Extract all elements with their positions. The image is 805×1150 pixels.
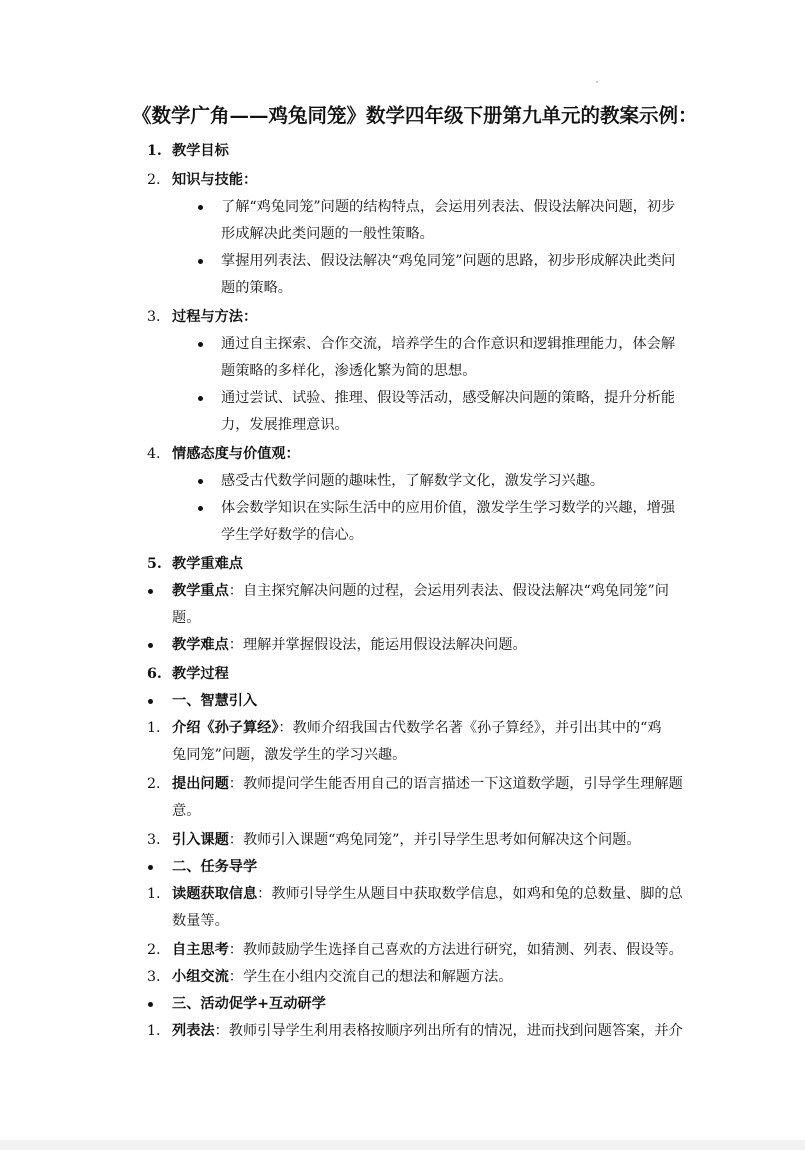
bullet-icon	[148, 643, 153, 648]
step-number: 1.	[147, 720, 161, 736]
bullet-icon	[198, 396, 203, 401]
step-text-continued: 意。	[172, 803, 201, 819]
bullet-text: 通过尝试、试验、推理、假设等活动，感受解决问题的策略，提升分析能	[221, 390, 676, 406]
bullet-icon	[198, 479, 203, 484]
step-text: ：教师引导学生利用表格按顺序列出所有的情况，进而找到问题答案，并介	[214, 1023, 683, 1039]
section-number: 4.	[147, 446, 161, 462]
bullet-text: 掌握用列表法、假设法解决“鸡兔同笼”问题的思路，初步形成解决此类问	[221, 253, 676, 269]
bullet-icon	[148, 1002, 153, 1007]
step-number: 2.	[147, 776, 161, 792]
step-label: 自主思考	[172, 942, 229, 958]
section-heading-objectives: 教学目标	[172, 143, 229, 159]
step-line	[172, 830, 641, 850]
bullet-text-continued: 形成解决此类问题的一般性策略。	[221, 226, 434, 242]
section-number: 3.	[147, 309, 161, 325]
step-text: ：教师介绍我国古代数学名著《孙子算经》，并引出其中的“鸡	[278, 720, 662, 736]
bullet-text: 体会数学知识在实际生活中的应用价值，激发学生学习数学的兴趣，增强	[221, 500, 676, 516]
step-label: 小组交流	[172, 969, 229, 985]
section-heading-process: 过程与方法：	[172, 309, 258, 325]
step-line	[172, 774, 683, 794]
step-line	[172, 718, 662, 738]
bullet-text-continued: 学生学好数学的信心。	[221, 527, 363, 543]
step-line	[172, 967, 513, 987]
scan-speck	[596, 81, 598, 83]
part-heading-activities: 三、活动促学+互动研学	[172, 996, 326, 1012]
difficulty-label: 教学难点	[172, 637, 229, 653]
step-number: 2.	[147, 942, 161, 958]
step-label: 提出问题	[172, 776, 229, 792]
step-text: ：教师鼓励学生选择自己喜欢的方法进行研究，如猜测、列表、假设等。	[228, 942, 683, 958]
section-number: 2.	[147, 172, 161, 188]
step-label: 引入课题	[172, 832, 229, 848]
page-title: 《数学广角——鸡兔同笼》数学四年级下册第九单元的教案示例：	[132, 104, 698, 127]
step-line	[172, 1021, 683, 1041]
section-heading-knowledge: 知识与技能：	[172, 172, 258, 188]
step-number: 1.	[147, 1023, 161, 1039]
step-text-continued: 数量等。	[172, 913, 229, 929]
bullet-text-continued: 题的策略。	[221, 280, 292, 296]
bullet-icon	[148, 589, 153, 594]
step-text-continued: 兔同笼”问题，激发学生的学习兴趣。	[172, 747, 407, 763]
difficulty-line	[172, 635, 527, 655]
bullet-text-continued: 题策略的多样化，渗透化繁为简的思想。	[221, 363, 477, 379]
step-text: ：教师引入课题“鸡兔同笼”，并引导学生思考如何解决这个问题。	[228, 832, 641, 848]
bullet-text: 通过自主探索、合作交流，培养学生的合作意识和逻辑推理能力，体会解	[221, 336, 676, 352]
step-label: 介绍《孙子算经》	[172, 720, 279, 736]
page-bottom-margin	[0, 1140, 805, 1150]
step-number: 3.	[147, 832, 161, 848]
section-heading-attitude: 情感态度与价值观：	[172, 446, 300, 462]
bullet-text: 感受古代数学问题的趣味性，了解数学文化，激发学习兴趣。	[221, 473, 605, 489]
difficulty-text: ：理解并掌握假设法，能运用假设法解决问题。	[228, 637, 527, 653]
key-point-text: ：自主探究解决问题的过程，会运用列表法、假设法解决“鸡兔同笼”问	[228, 583, 669, 599]
step-text: ：教师提问学生能否用自己的语言描述一下这道数学题，引导学生理解题	[228, 776, 683, 792]
step-text: ：学生在小组内交流自己的想法和解题方法。	[228, 969, 513, 985]
section-number: 5.	[147, 556, 162, 572]
bullet-icon	[198, 259, 203, 264]
part-heading-introduction: 一、智慧引入	[172, 693, 258, 709]
bullet-icon	[148, 699, 153, 704]
step-text: ：教师引导学生从题目中获取数学信息，如鸡和兔的总数量、脚的总	[257, 886, 683, 902]
section-heading-key-points: 教学重难点	[172, 556, 243, 572]
step-label: 读题获取信息	[172, 886, 258, 902]
step-number: 1.	[147, 886, 161, 902]
key-point-text-continued: 题。	[172, 610, 201, 626]
key-point-line	[172, 581, 669, 601]
bullet-icon	[198, 205, 203, 210]
step-line	[172, 884, 683, 904]
section-number: 1.	[147, 143, 162, 159]
key-point-label: 教学重点	[172, 583, 229, 599]
step-line	[172, 940, 683, 960]
step-number: 3.	[147, 969, 161, 985]
bullet-icon	[148, 865, 153, 870]
section-heading-procedure: 教学过程	[172, 666, 229, 682]
bullet-text-continued: 力，发展推理意识。	[221, 417, 349, 433]
bullet-icon	[198, 506, 203, 511]
bullet-text: 了解“鸡兔同笼”问题的结构特点，会运用列表法、假设法解决问题，初步	[221, 199, 676, 215]
part-heading-guided-tasks: 二、任务导学	[172, 859, 258, 875]
section-number: 6.	[147, 666, 162, 682]
bullet-icon	[198, 342, 203, 347]
step-label: 列表法	[172, 1023, 215, 1039]
